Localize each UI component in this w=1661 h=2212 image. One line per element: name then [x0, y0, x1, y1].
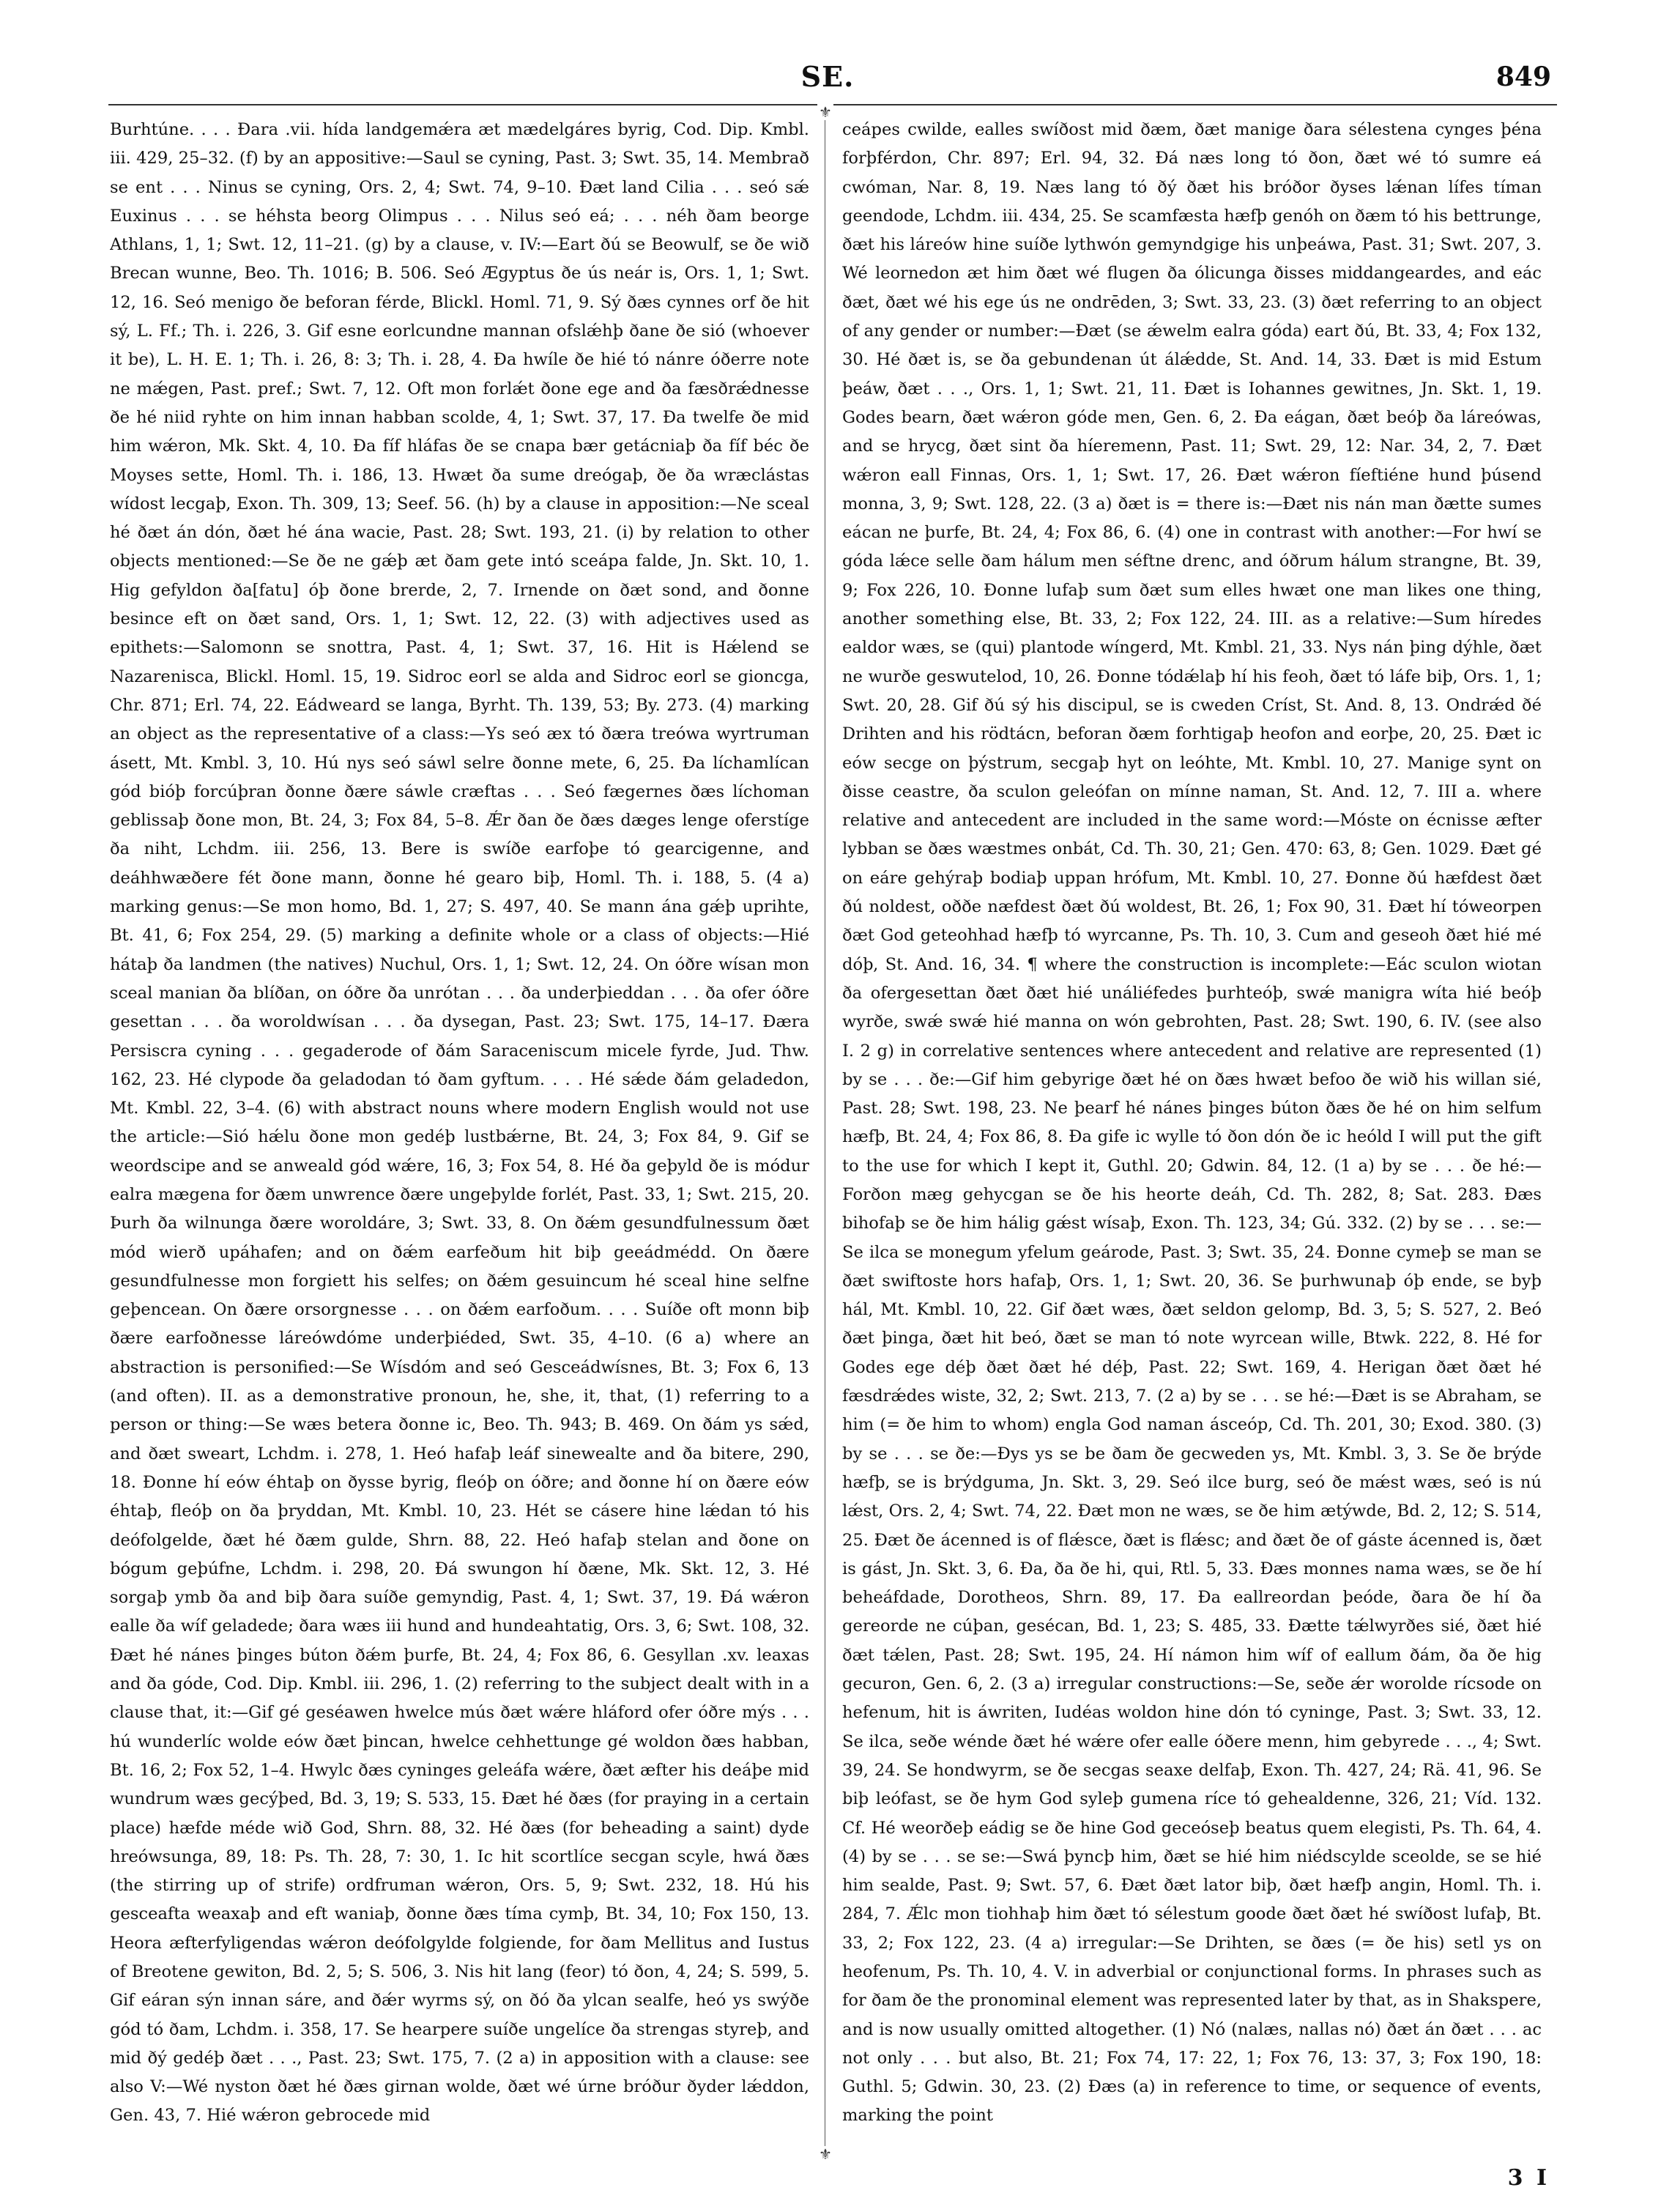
left-column [110, 116, 809, 2152]
right-column-text: ceápes cwilde, ealles swíðost mid ðæm, ðæt manige ðara sélestena cynges þéna forþférdon, Chr. 897; Erl. 94, 32. Ðá næs long tó ðon, ðæt wé tó sumre eá cwóman, Nar. 8, 19. Næs lang tó ðý ðæt his bróðor ðyses lǽnan lífes tíman geendode, Lchdm. iii. 434, 25. Se scamfæsta hæfþ genóh on ðæm tó his bettrunge, ðæt his láreów hine suíðe lythwón gemyndgige his unþeáwa, Past. 31; Swt. 207, 3. Wé leornedon æt him ðæt wé flugen ða ólicunga ðisses middangeardes, and eác ðæt, ðæt wé his ege ús ne ondrēden, 3; Swt. 33, 23. (3) ðæt referring to an object of any gender or number:—Ðæt (se ǽwelm ealra góda) eart ðú, Bt. 33, 4; Fox 132, 30. Hé ðæt is, se ða gebundenan út álǽdde, St. And. 14, 33. Ðæt is mid Estum þeáw, ðæt . . ., Ors. 1, 1; Swt. 21, 11. Ðæt is Iohannes gewitnes, Jn. Skt. 1, 19. Godes bearn, ðæt wǽron góde men, Gen. 6, 2. Ða eágan, ðæt beóþ ða láreówas, and se hrycg, ðæt sint ða híeremenn, Past. 11; Swt. 29, 12: Nar. 34, 2, 7. Ðæt wǽron eall Finnas, Ors. 1, 1; Swt. 17, 26. Ðæt wǽron fíeftiéne hund þúsend monna, 3, 9; Swt. 128, 22. (3 a) ðæt is = there is:—Ðæt nis nán man ðætte sumes eácan ne þurfe, Bt. 24, 4; Fox 86, 6. (4) one in contrast with another:—For hwí se góda lǽce selle ðam hálum men séftne drenc, and óðrum hálum strangne, Bt. 39, 9; Fox 226, 10. Ðonne lufaþ sum ðæt sum elles hwæt one man likes one thing, another something else, Bt. 33, 2; Fox 122, 24. III. as a relative:—Sum híredes ealdor wæs, se (qui) plantode wíngerd, Mt. Kmbl. 21, 33. Nys nán þing dýhle, ðæt ne wurðe geswutelod, 10, 26. Ðonne tódǽlaþ hí his feoh, ðæt tó láfe biþ, Ors. 1, 1; Swt. 20, 28. Gif ðú sý his discipul, se is cweden Críst, St. And. 8, 13. Ondrǽd ðé Drihten and his rödtácn, beforan ðæm forhtigaþ heofon and eorþe, 20, 25. Ðæt ic eów secge on þýstrum, secgaþ hyt on leóhte, Mt. Kmbl. 10, 27. Manige synt on ðisse ceastre, ða sculon geleófan on mínne naman, St. And. 12, 7. III a. where relative and antecedent are included in the same word:—Móste on écnisse æfter lybban se ðæs wæstmes onbát, Cd. Th. 30, 21; Gen. 470: 63, 8; Gen. 1029. Ðæt gé on eáre gehýraþ bodiaþ uppan hrófum, Mt. Kmbl. 10, 27. Ðonne ðú hæfdest ðæt ðú noldest, oððe næfdest ðæt ðú woldest, Bt. 26, 1; Fox 90, 31. Ðæt hí tóweorpen ðæt God geteohhad hæfþ tó wyrcanne, Ps. Th. 10, 3. Cum and geseoh ðæt hié mé dóþ, St. And. 16, 34. ¶ where the construction is incomplete:—Eác sculon wiotan ða ofergesettan ðæt ðæt hié unáliéfedes þurhteóþ, swǽ manigra wíta hié beóþ wyrðe, swǽ swǽ hié manna on wón gebrohten, Past. 28; Swt. 190, 6. IV. (see also I. 2 g) in correlative sentences where antecedent and relative are represented (1) by se . . . ðe:—Gif him gebyrige ðæt hé on ðæs hwæt befoo ðe wið his willan sié, Past. 28; Swt. 198, 23. Ne þearf hé nánes þinges búton ðæs ðe hé on him selfum hæfþ, Bt. 24, 4; Fox 86, 8. Ða gife ic wylle tó ðon dón ðe ic heóld I will put the gift to the use for which I kept it, Guthl. 20; Gdwin. 84, 12. (1 a) by se . . . ðe hé:—Forðon mæg gehycgan se ðe his heorte deáh, Cd. Th. 282, 8; Sat. 283. Ðæs bihofaþ se ðe him hálig gǽst wísaþ, Exon. Th. 123, 34; Gú. 332. (2) by se . . . se:—Se ilca se monegum yfelum geárode, Past. 3; Swt. 35, 24. Ðonne cymeþ se man se ðæt swiftoste hors hafaþ, Ors. 1, 1; Swt. 20, 36. Se þurhwunaþ óþ ende, se byþ hál, Mt. Kmbl. 10, 22. Gif ðæt wæs, ðæt seldon gelomp, Bd. 3, 5; S. 527, 2. Beó ðæt þinga, ðæt hit beó, ðæt se man tó note wyrcean wille, Btwk. 222, 8. Hé for Godes ege déþ ðæt ðæt hé déþ, Past. 22; Swt. 169, 4. Herigan ðæt ðæt hé fæsdrǽdes wiste, 32, 2; Swt. 213, 7. (2 a) by se . . . se hé:—Ðæt is se Abraham, se him (= ðe him to whom) engla God naman ásceóp, Cd. Th. 201, 30; Exod. 380. (3) by se . . . se ðe:—Ðys ys se be ðam ðe gecweden ys, Mt. Kmbl. 3, 3. Se ðe brýde hæfþ, se is brýdguma, Jn. Skt. 3, 29. Seó ilce burg, seó ðe mǽst wæs, seó is nú lǽst, Ors. 2, 4; Swt. 74, 22. Ðæt mon ne wæs, se ðe him ætýwde, Bd. 2, 12; S. 514, 25. Ðæt ðe ácenned is of flǽsce, ðæt is flǽsc; and ðæt ðe of gáste ácenned is, ðæt is gást, Jn. Skt. 3, 6. Ða, ða ðe hi, qui, Rtl. 5, 33. Ðæs monnes nama wæs, se ðe hí beheáfdade, Dorotheos, Shrn. 89, 17. Ða eallreordan þeóde, ðara ðe hí ða gereorde ne cúþan, gesécan, Bd. 1, 23; S. 485, 33. Ðætte tǽlwyrðes sié, ðæt hié ðæt tǽlen, Past. 28; Swt. 195, 24. Hí námon him wíf of eallum ðám, ða ðe hig gecuron, Gen. 6, 2. (3 a) irregular constructions:—Se, seðe ǽr worolde rícsode on hefenum, hit is áwriten, Iudéas woldon hine dón tó cyninge, Past. 3; Swt. 33, 12. Se ilca, seðe wénde ðæt hé wǽre ofer ealle óðere menn, him gebyrede . . ., 4; Swt. 39, 24. Se hondwyrm, se ðe secgas seaxe delfaþ, Exon. Th. 427, 24; Rä. 41, 96. Se biþ leófast, se ðe hym God syleþ gumena ríce tó gehealdenne, 326, 21; Víd. 132. Cf. Hé weorðeþ eádig se ðe hine God geceóseþ beatus quem elegisti, Ps. Th. 64, 4. (4) by se . . . se se:—Swá þyncþ him, ðæt se hié him niédscylde sceolde, se se hié him sealde, Past. 9; Swt. 57, 6. Ðæt ðæt lator biþ, ðæt hæfþ angin, Homl. Th. i. 284, 7. Ǽlc mon tiohhaþ him ðæt tó sélestum goode ðæt ðæt hé swíðost lufaþ, Bt. 33, 2; Fox 122, 23. (4 a) irregular:—Se Drihten, se ðæs (= ðe his) setl ys on heofenum, Ps. Th. 10, 4. V. in adverbial or conjunctional forms. In phrases such as for ðam ðe the pronominal element was represented later by that, as in Shakspere, and is now usually omitted altogether. (1) Nó (nalæs, nallas nó) ðæt án ðæt . . . ac not only . . . but also, Bt. 21; Fox 74, 17: 22, 1; Fox 76, 13: 37, 3; Fox 190, 18: Guthl. 5; Gdwin. 30, 23. (2) Ðæs (a) in reference to time, or sequence of events, marking the point [842, 120, 1542, 2126]
fleuron-icon: ⚜ [817, 104, 833, 120]
running-head: SE. [800, 60, 855, 93]
right-column [842, 116, 1542, 2152]
page-number: 849 [1495, 62, 1551, 92]
left-column-text: Burhtúne. . . . Ðara .vii. hída landgemǽra æt mædelgáres byrig, Cod. Dip. Kmbl. iii. 429, 25–32. (f) by an appositive:—Saul se cyning, Past. 3; Swt. 35, 14. Membrað se ent . . . Ninus se cyning, Ors. 2, 4; Swt. 74, 9–10. Ðæt land Cilia . . . seó sǽ Euxinus . . . se héhsta beorg Olimpus . . . Nilus seó eá; . . . néh ðam beorge Athlans, 1, 1; Swt. 12, 11–21. (g) by a clause, v. IV:—Eart ðú se Beowulf, se ðe wið Brecan wunne, Beo. Th. 1016; B. 506. Seó Ægyptus ðe ús neár is, Ors. 1, 1; Swt. 12, 16. Seó menigo ðe beforan férde, Blickl. Homl. 71, 9. Sý ðæs cynnes orf ðe hit sý, L. Ff.; Th. i. 226, 3. Gif esne eorlcundne mannan ofslǽhþ ðane ðe sió (whoever it be), L. H. E. 1; Th. i. 26, 8: 3; Th. i. 28, 4. Ða hwíle ðe hié tó nánre óðerre note ne mǽgen, Past. pref.; Swt. 7, 12. Oft mon forlǽt ðone ege and ða fæsðrǽdnesse ðe hé niid ryhte on him innan habban scolde, 4, 1; Swt. 37, 17. Ða twelfe ðe mid him wǽron, Mk. Skt. 4, 10. Ða fíf hláfas ðe se cnapa bær getácniaþ ða fíf béc ðe Moyses sette, Homl. Th. i. 186, 13. Hwæt ða sume dreógaþ, ðe ða wræclástas wídost lecgaþ, Exon. Th. 309, 13; Seef. 56. (h) by a clause in apposition:—Ne sceal hé ðæt án dón, ðæt hé ána wacie, Past. 28; Swt. 193, 21. (i) by relation to other objects mentioned:—Se ðe ne gǽþ æt ðam gete intó sceápa falde, Jn. Skt. 10, 1. Hig gefyldon ða[fatu] óþ ðone brerde, 2, 7. Irnende on ðæt sond, and ðonne besince eft on ðæt sand, Ors. 1, 1; Swt. 12, 22. (3) with adjectives used as epithets:—Salomonn se snottra, Past. 4, 1; Swt. 37, 16. Hit is Hǽlend se Nazarenisca, Blickl. Homl. 15, 19. Sidroc eorl se alda and Sidroc eorl se gioncga, Chr. 871; Erl. 74, 22. Eádweard se langa, Byrht. Th. 139, 53; By. 273. (4) marking an object as the representative of a class:—Ys seó æx tó ðæra treówa wyrtruman ásett, Mt. Kmbl. 3, 10. Hú nys seó sáwl selre ðonne mete, 6, 25. Ða líchamlícan gód bióþ forcúþran ðonne ðære sáwle cræftas . . . Seó fægernes ðæs líchoman geblissaþ ðone mon, Bt. 24, 3; Fox 84, 5–8. Ǽr ðan ðe ðæs dæges lenge oferstíge ða niht, Lchdm. iii. 256, 13. Bere is swíðe earfoþe tó gearcigenne, and deáhhwæðere fét ðone mann, ðonne hé gearo biþ, Homl. Th. i. 188, 5. (4 a) marking genus:—Se mon homo, Bd. 1, 27; S. 497, 40. Se mann ána gǽþ uprihte, Bt. 41, 6; Fox 254, 29. (5) marking a definite whole or a class of objects:—Hié hátaþ ða landmen (the natives) Nuchul, Ors. 1, 1; Swt. 12, 24. On óðre wísan mon sceal manian ða blíðan, on óðre ða unrótan . . . ða underþieddan . . . ða ofer óðre gesettan . . . ða woroldwísan . . . ða dysegan, Past. 23; Swt. 175, 14–17. Ðæra Persiscra cyning . . . gegaderode of ðám Saraceniscum micele fyrde, Jud. Thw. 162, 23. Hé clypode ða geladodan tó ðam gyftum. . . . Hé sǽde ðám geladedon, Mt. Kmbl. 22, 3–4. (6) with abstract nouns where modern English would not use the article:—Sió hǽlu ðone mon gedéþ lustbǽrne, Bt. 24, 3; Fox 84, 9. Gif se weordscipe and se anweald gód wǽre, 16, 3; Fox 54, 8. Hé ða geþyld ðe is módur ealra mægena for ðæm unwrence ðære ungeþylde forlét, Past. 33, 1; Swt. 215, 20. Þurh ða wilnunga ðære woroldáre, 3; Swt. 33, 8. On ðǽm gesundfulnessum ðæt mód wierð upáhafen; and on ðǽm earfeðum hit biþ geeádmédd. On ðære gesundfulnesse mon forgiett his selfes; on ðǽm gesuincum hé sceal hine selfne geþencean. On ðære orsorgnesse . . . on ðǽm earfoðum. . . . Suíðe oft monn biþ ðære earfoðnesse láreówdóme underþiéded, Swt. 35, 4–10. (6 a) where an abstraction is personified:—Se Wísdóm and seó Gesceádwísnes, Bt. 3; Fox 6, 13 (and often). II. as a demonstrative pronoun, he, she, it, that, (1) referring to a person or thing:—Se wæs betera ðonne ic, Beo. Th. 943; B. 469. On ðám ys sǽd, and ðæt sweart, Lchdm. i. 278, 1. Heó hafaþ leáf sinewealte and ða bitere, 290, 18. Ðonne hí eów éhtaþ on ðysse byrig, fleóþ on óðre; and ðonne hí on ðære eów éhtaþ, fleóþ on ða þryddan, Mt. Kmbl. 10, 23. Hét se cásere hine lǽdan tó his deófolgelde, ðæt hé ðæm gulde, Shrn. 88, 22. Heó hafaþ stelan and ðone on bógum geþúfne, Lchdm. i. 298, 20. Ðá swungon hí ðæne, Mk. Skt. 12, 3. Hé sorgaþ ymb ða and biþ ðara suíðe gemyndig, Past. 4, 1; Swt. 37, 19. Ðá wǽron ealle ða wíf geladede; ðara wæs iii hund and hundeahtatig, Ors. 3, 6; Swt. 108, 32. Ðæt hé nánes þinges búton ðǽm þurfe, Bt. 24, 4; Fox 86, 6. Gesyllan .xv. leaxas and ða góde, Cod. Dip. Kmbl. iii. 296, 1. (2) referring to the subject dealt with in a clause that, it:—Gif gé geséawen hwelce mús ðæt wǽre hláford ofer óðre mýs . . . hú wunderlíc wolde eów ðæt þincan, hwelce cehhettunge gé woldon ðæs habban, Bt. 16, 2; Fox 52, 1–4. Hwylc ðæs cyninges geleáfa wǽre, ðæt æfter his deáþe mid wundrum wæs gecýþed, Bd. 3, 19; S. 533, 15. Ðæt hé ðæs (for praying in a certain place) hæfde méde wið God, Shrn. 88, 32. Hé ðæs (for beheading a saint) dyde hreówsunga, 89, 18: Ps. Th. 28, 7: 30, 1. Ic hit scortlíce secgan scyle, hwá ðæs (the stirring up of strife) ordfruman wǽron, Ors. 5, 9; Swt. 232, 18. Hú his gesceafta weaxaþ and eft waniaþ, ðonne ðæs tíma cymþ, Bt. 34, 10; Fox 150, 13. Heora æfterfyligendas wǽron deófolgylde folgiende, for ðam Mellitus and Iustus of Breotene gewiton, Bd. 2, 5; S. 506, 3. Nis hit lang (feor) tó ðon, 4, 24; S. 599, 5. Gif eáran sýn innan sáre, and ðǽr wyrms sý, on ðó ða ylcan sealfe, heó ys swýðe gód tó ðam, Lchdm. i. 358, 17. Se hearpere suíðe ungelíce ða strengas styreþ, and mid ðý gedéþ ðæt . . ., Past. 23; Swt. 175, 7. (2 a) in apposition with a clause: see also V:—Wé nyston ðæt hé ðæs girnan wolde, ðæt wé úrne bróður ðyder lǽddon, Gen. 43, 7. Hié wǽron gebrocede mid [110, 120, 809, 2126]
signature-mark: 3 I [1507, 2165, 1550, 2191]
fleuron-icon: ⚜ [817, 2146, 833, 2162]
